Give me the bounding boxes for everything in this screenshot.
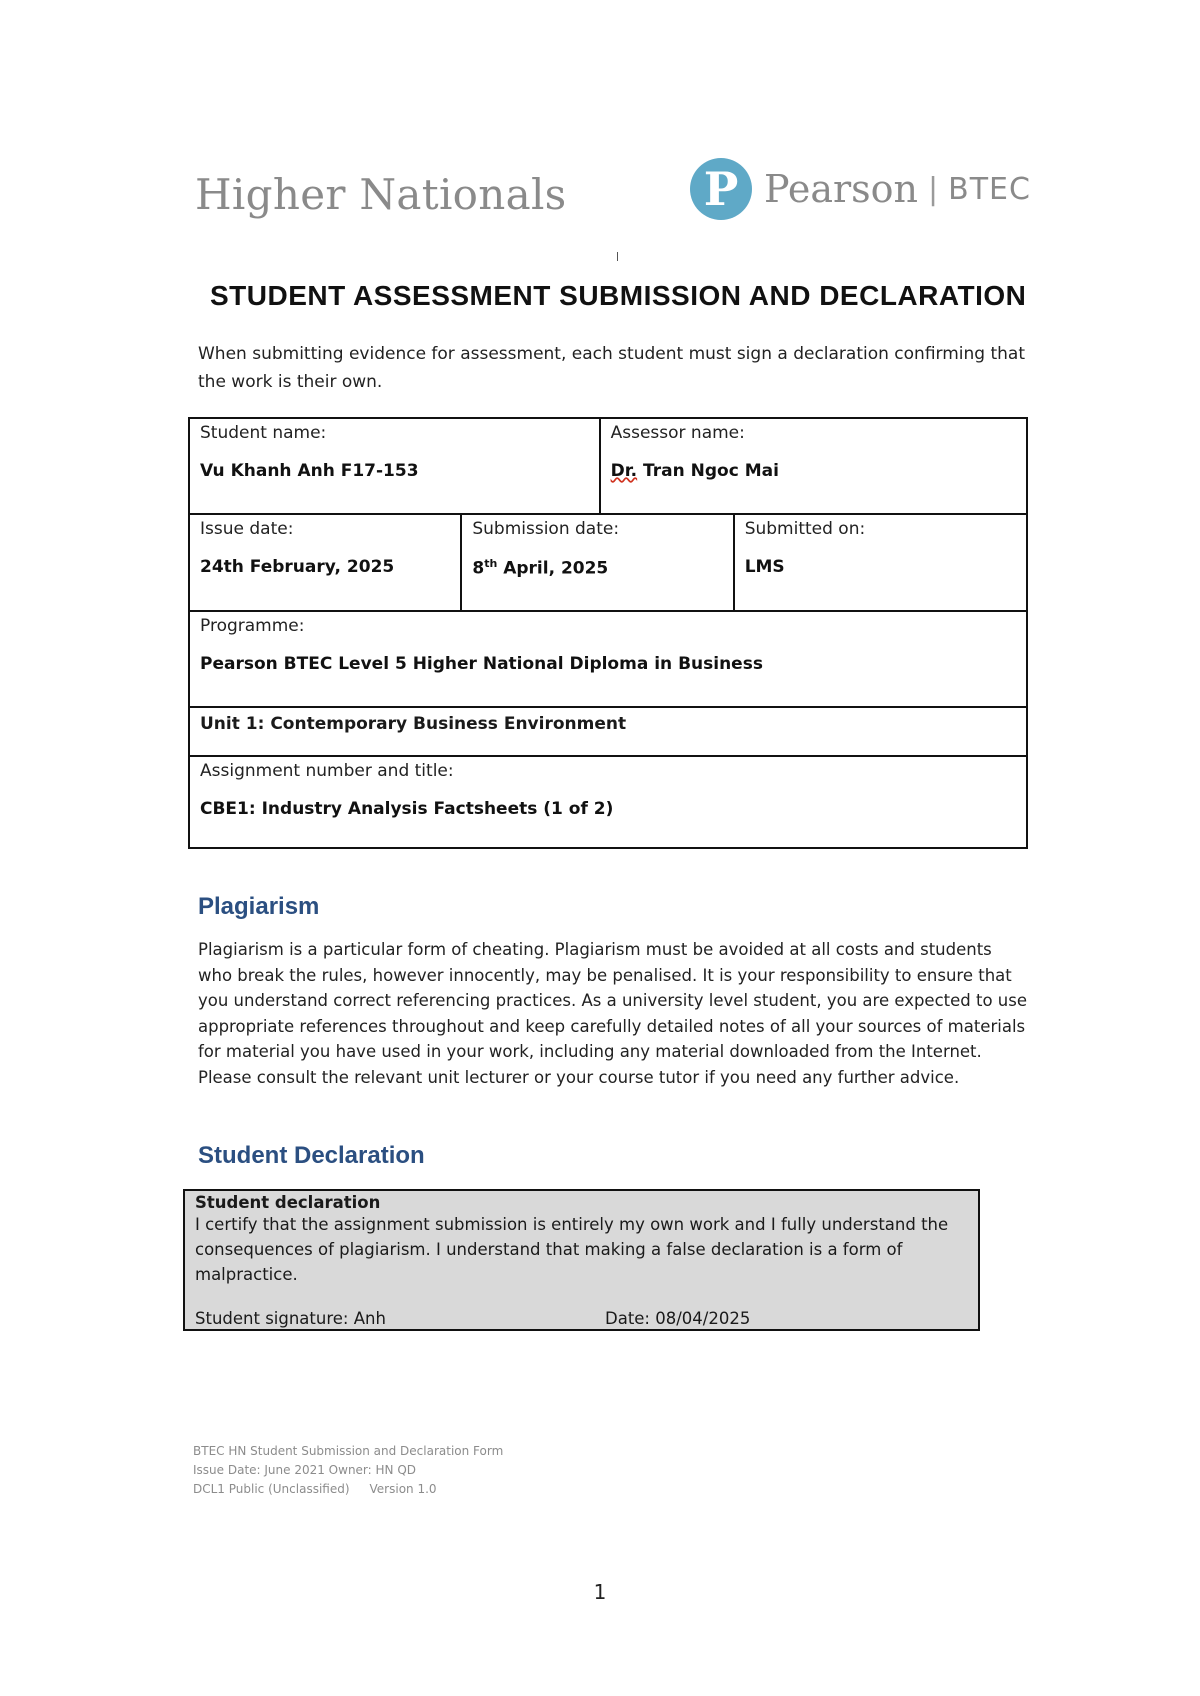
issue-date-cell — [189, 514, 461, 611]
assessor-title: Dr. — [610, 461, 638, 481]
assignment-cell — [189, 756, 1027, 848]
declaration-box-title: Student declaration — [195, 1193, 381, 1212]
programme-label: Programme: — [200, 616, 305, 636]
submission-date-label: Submission date: — [472, 519, 620, 539]
assessor-name-value — [611, 461, 1016, 481]
brand-separator: | — [928, 171, 939, 207]
footer-line-2: Issue Date: June 2021 Owner: HN QD — [193, 1463, 417, 1477]
programme-cell — [189, 611, 1027, 707]
footer-line-1: BTEC HN Student Submission and Declaration Form — [193, 1444, 504, 1458]
declaration-date: Date: 08/04/2025 — [605, 1309, 751, 1328]
higher-nationals-logo: Higher Nationals — [195, 170, 567, 219]
submission-date-value: 8th April, 2025 — [472, 557, 609, 579]
submission-form-table — [188, 417, 1028, 849]
assignment-value: CBE1: Industry Analysis Factsheets (1 of 2) — [200, 799, 614, 819]
cursor-mark — [617, 252, 618, 261]
student-name-value: Vu Khanh Anh F17-153 — [200, 461, 419, 481]
assessor-name-label: Assessor name: — [610, 423, 745, 443]
unit-title: Unit 1: Contemporary Business Environment — [189, 707, 1027, 756]
student-name-cell — [189, 418, 600, 514]
plagiarism-heading: Plagiarism — [198, 893, 320, 920]
plagiarism-text: Plagiarism is a particular form of cheating. Plagiarism must be avoided at all costs and students who break the rules, however innocently, may be penalised. It is your responsibility to ensure that you understand correct referencing practices. As a university level student, you are expected to use appropriate references throughout and keep carefully detailed notes of all your sources of materials for material you have used in your work, including any material downloaded from the Internet. Please consult the relevant unit lecturer or your course tutor if you need any further advice. — [198, 940, 1028, 1087]
declaration-text: I certify that the assignment submission is entirely my own work and I fully understand the consequences of plagiarism. I understand that making a false declaration is a form of malpractice. — [195, 1215, 949, 1284]
assessor-name-cell — [600, 418, 1027, 514]
submitted-on-cell — [734, 514, 1027, 611]
issue-date-label: Issue date: — [200, 519, 294, 539]
student-name-label: Student name: — [200, 423, 327, 443]
intro-text: When submitting evidence for assessment, each student must sign a declaration confirming that the work is their own. — [198, 344, 1026, 392]
pearson-wordmark: Pearson — [764, 167, 919, 211]
form-footer — [193, 1442, 503, 1499]
submission-date-cell — [461, 514, 733, 611]
page-number: 1 — [593, 1580, 607, 1604]
submitted-on-label: Submitted on: — [744, 519, 866, 539]
pearson-btec-logo — [690, 158, 1031, 220]
footer-line-3: DCL1 Public (Unclassified) Version 1.0 — [193, 1482, 437, 1496]
page-title: STUDENT ASSESSMENT SUBMISSION AND DECLARATION — [210, 280, 1027, 311]
btec-wordmark: BTEC — [948, 171, 1031, 207]
student-declaration-heading: Student Declaration — [198, 1142, 425, 1169]
assignment-label: Assignment number and title: — [200, 761, 454, 781]
submitted-on-value: LMS — [744, 557, 785, 577]
declaration-box — [183, 1189, 980, 1331]
assessor-name-text: Tran Ngoc Mai — [637, 461, 779, 481]
student-signature: Student signature: Anh — [195, 1309, 386, 1328]
programme-value: Pearson BTEC Level 5 Higher National Diploma in Business — [200, 654, 763, 674]
pearson-p-icon: P — [690, 158, 752, 220]
issue-date-value: 24th February, 2025 — [200, 557, 395, 577]
